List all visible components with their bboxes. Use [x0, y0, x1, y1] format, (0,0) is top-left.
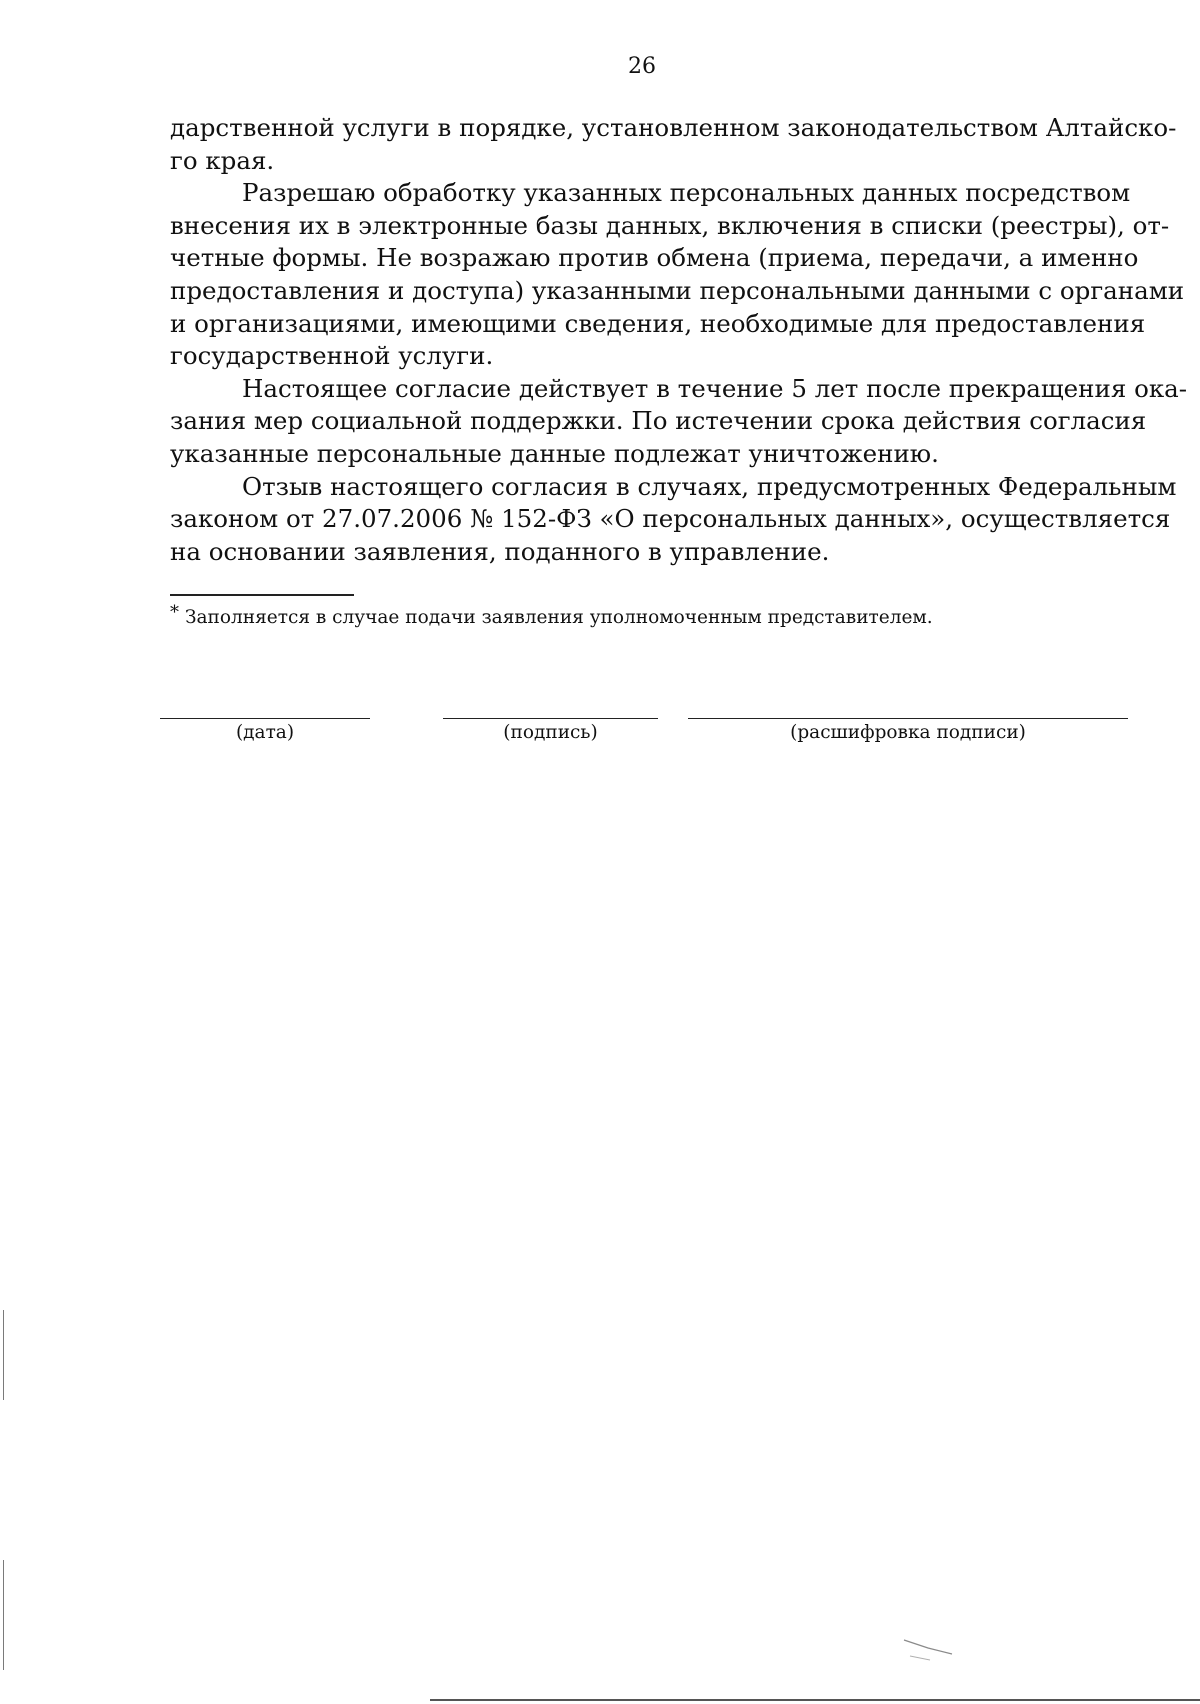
date-line: [160, 718, 370, 719]
scan-edge-mark: [3, 1560, 4, 1670]
page-number: 26: [628, 54, 656, 79]
text-line: законом от 27.07.2006 № 152-ФЗ «О персональных данных», осуществляется: [170, 504, 1171, 534]
text-line: го края.: [170, 145, 275, 175]
text-line: предоставления и доступа) указанными персональными данными с органами: [170, 275, 1185, 305]
text-line: Разрешаю обработку указанных персональных данных посредством: [242, 178, 1131, 208]
text-line: внесения их в электронные базы данных, включения в списки (реестры), от-: [170, 210, 1170, 240]
signature-decryption-label: (расшифровка подписи): [790, 722, 1026, 743]
text-line: дарственной услуги в порядке, установленном законодательством Алтайско-: [170, 113, 1177, 142]
text-line: Настоящее согласие действует в течение 5 лет после прекращения ока-: [242, 373, 1188, 403]
text-line: Отзыв настоящего согласия в случаях, предусмотренных Федеральным: [242, 471, 1177, 501]
text-line: зания мер социальной поддержки. По истечении срока действия согласия: [170, 406, 1147, 436]
signature-label: (подпись): [503, 722, 598, 743]
text-line: указанные персональные данные подлежат уничтожению.: [170, 438, 939, 468]
scan-edge-mark: [3, 1310, 4, 1400]
scan-bottom-edge: [430, 1699, 1200, 1701]
footnote-text: Заполняется в случае подачи заявления уполномоченным представителем.: [185, 607, 933, 628]
text-line: государственной услуги.: [170, 341, 494, 371]
date-label: (дата): [235, 722, 295, 743]
footnote-divider: [170, 594, 354, 596]
consent-body: [170, 112, 1188, 568]
text-line: четные формы. Не возражаю против обмена (приема, передачи, а именно: [170, 243, 1139, 273]
text-line: и организациями, имеющими сведения, необходимые для предоставления: [170, 308, 1146, 338]
text-line: на основании заявления, поданного в управление.: [170, 536, 830, 566]
signature-decryption-line: [688, 718, 1128, 719]
footnote-marker: *: [170, 602, 179, 623]
signature-line: [443, 718, 658, 719]
scan-pen-mark: [900, 1634, 960, 1664]
footnote: [170, 602, 933, 628]
